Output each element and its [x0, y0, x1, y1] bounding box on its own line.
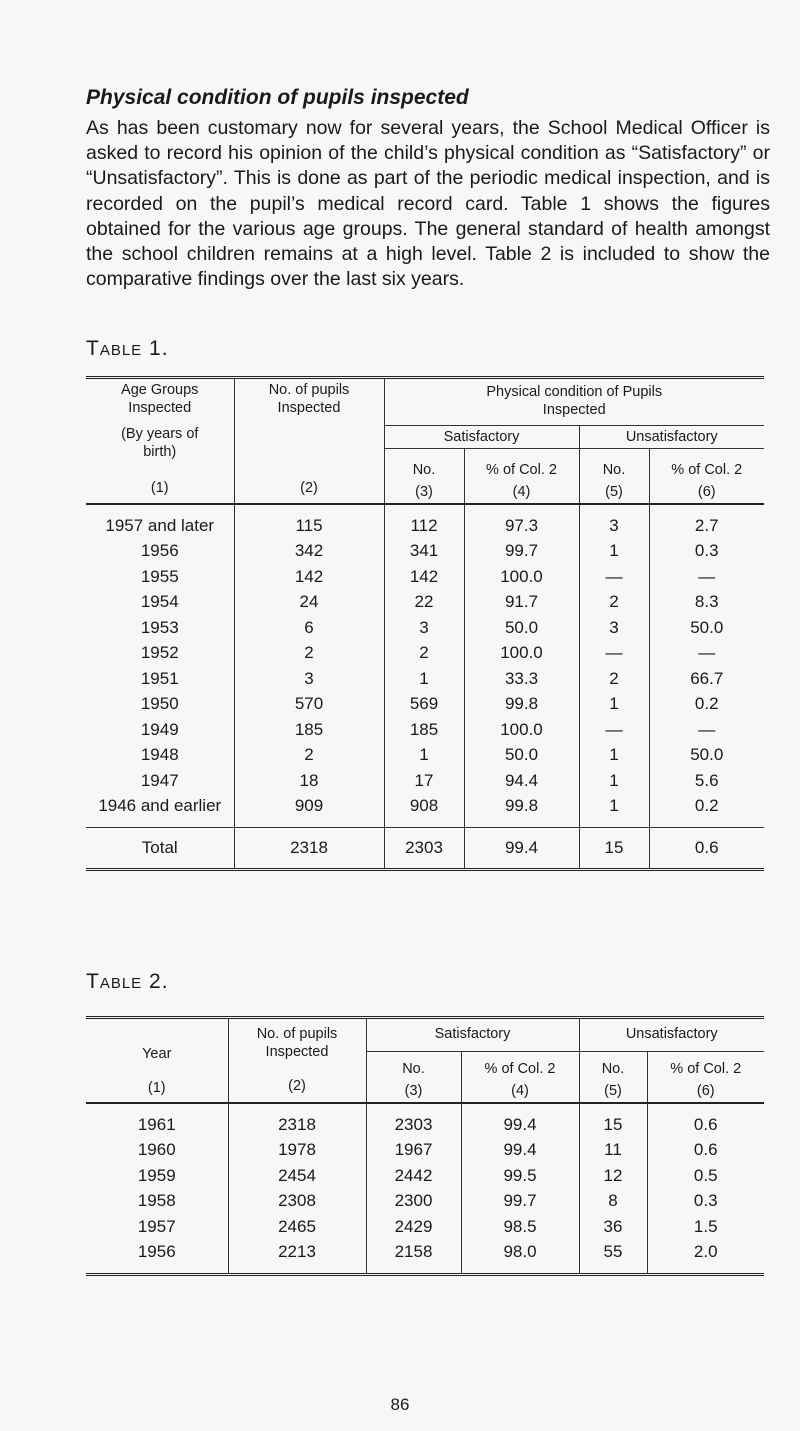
table-row — [86, 1163, 764, 1189]
t1-cell-sat-pct: 99.8 — [464, 794, 579, 820]
table-row — [86, 1240, 764, 1266]
t1-cell-sat-no: 3 — [384, 615, 464, 641]
t2-body — [86, 1103, 764, 1275]
t1-header-unsat-pct — [649, 449, 764, 505]
t1-header-unsat-no — [579, 449, 649, 505]
t1-header-physical: Physical condition of Pupils Inspected — [384, 378, 764, 426]
t2-cell-unsat-no: 11 — [579, 1138, 647, 1164]
t2-cell-sat-pct: 98.5 — [461, 1214, 579, 1240]
t2-header-col3: (3) — [404, 1083, 423, 1099]
table-row — [86, 666, 764, 692]
t1-total-label: Total — [86, 828, 234, 870]
t1-header-col2: (2) — [300, 480, 318, 496]
table2 — [86, 1016, 764, 1276]
t1-header-by-years: (By years of birth) — [121, 426, 199, 460]
table1 — [86, 376, 764, 871]
t1-cell-unsat-no: 2 — [579, 666, 649, 692]
t2-header-col5: (5) — [604, 1083, 622, 1099]
t1-header-age-groups — [86, 378, 234, 505]
t2-header-sat-no-label: No. — [402, 1061, 425, 1077]
t1-cell-sat-pct: 100.0 — [464, 564, 579, 590]
t1-cell-unsat-no: 1 — [579, 692, 649, 718]
t1-cell-year: 1951 — [140, 668, 179, 688]
t1-cell-sat-no: 142 — [384, 564, 464, 590]
t1-cell-year: 1950 — [140, 694, 179, 714]
t1-cell-year: 1956 — [140, 541, 179, 561]
t1-cell-pupils: 3 — [234, 666, 384, 692]
t1-cell-year: 1957 and later — [105, 515, 215, 535]
t2-header-satisfactory: Satisfactory — [366, 1018, 579, 1052]
t2-cell-pupils: 2454 — [228, 1163, 366, 1189]
table-row — [86, 1214, 764, 1240]
t2-cell-sat-pct: 98.0 — [461, 1240, 579, 1266]
t1-total-pupils: 2318 — [234, 828, 384, 870]
t1-cell-sat-no: 1 — [384, 743, 464, 769]
intro-paragraph: As has been customary now for several years, the School Medical Officer is asked to record his opinion of the child’s physical condition as “Satisfactory” or “Unsatisfactory”. This is done as part of the periodic medical inspection, and is recorded on the pupil’s medical record card. Table 1 shows the figures obtained for the various age groups. The general standard of health amongst the school children remains at a high level. Table 2 is included to show the comparative findings over the last six years. — [86, 117, 770, 291]
t1-header-sat-pct — [464, 449, 579, 505]
t2-cell-year: 1956 — [137, 1242, 176, 1262]
t1-header-pupils-label: No. of pupils Inspected — [268, 382, 350, 416]
t2-header-col2: (2) — [288, 1078, 306, 1094]
t1-cell-sat-no: 112 — [384, 513, 464, 539]
t2-cell-unsat-pct: 0.6 — [647, 1112, 764, 1138]
t2-header-col1: (1) — [147, 1080, 166, 1096]
t1-cell-pupils: 18 — [234, 768, 384, 794]
t1-cell-sat-no: 17 — [384, 768, 464, 794]
t2-cell-sat-pct: 99.5 — [461, 1163, 579, 1189]
t2-cell-year: 1957 — [137, 1216, 176, 1236]
t1-cell-sat-no: 341 — [384, 539, 464, 565]
t1-cell-pupils: 909 — [234, 794, 384, 820]
t2-cell-unsat-no: 55 — [579, 1240, 647, 1266]
t1-cell-unsat-pct: 2.7 — [649, 513, 764, 539]
t1-cell-pupils: 2 — [234, 743, 384, 769]
t2-header-year-label: Year — [142, 1046, 172, 1062]
t1-total-sat-no: 2303 — [384, 828, 464, 870]
t1-cell-unsat-pct: 0.3 — [649, 539, 764, 565]
t1-cell-unsat-no: 1 — [579, 768, 649, 794]
t1-cell-unsat-pct: 50.0 — [649, 743, 764, 769]
t2-header-unsat-no — [579, 1052, 647, 1104]
table2-caption: Table 2. — [86, 970, 169, 993]
t2-header-sat-pct — [461, 1052, 579, 1104]
t1-total-sat-pct: 99.4 — [464, 828, 579, 870]
t1-cell-pupils: 185 — [234, 717, 384, 743]
t2-cell-sat-no: 2442 — [366, 1163, 461, 1189]
t1-cell-unsat-no: 3 — [579, 615, 649, 641]
t1-cell-year: 1948 — [140, 745, 179, 765]
t1-cell-sat-no: 2 — [384, 641, 464, 667]
t2-cell-pupils: 1978 — [228, 1138, 366, 1164]
t1-total-unsat-no: 15 — [579, 828, 649, 870]
t1-cell-year: 1954 — [140, 592, 179, 612]
t2-cell-unsat-no: 15 — [579, 1112, 647, 1138]
t2-header-sat-no — [366, 1052, 461, 1104]
t1-header-pupils — [234, 378, 384, 505]
t2-header-col4: (4) — [511, 1083, 529, 1099]
table-row — [86, 590, 764, 616]
t1-cell-unsat-pct: 0.2 — [649, 692, 764, 718]
t2-cell-sat-no: 2158 — [366, 1240, 461, 1266]
t1-cell-unsat-pct: — — [649, 717, 764, 743]
t1-cell-unsat-pct: — — [649, 641, 764, 667]
t1-cell-pupils: 6 — [234, 615, 384, 641]
t1-cell-sat-pct: 99.7 — [464, 539, 579, 565]
table-row — [86, 539, 764, 565]
t2-cell-sat-pct: 99.4 — [461, 1112, 579, 1138]
t2-cell-unsat-pct: 2.0 — [647, 1240, 764, 1266]
t2-cell-sat-no: 1967 — [366, 1138, 461, 1164]
t2-header-col6: (6) — [696, 1083, 715, 1099]
t2-cell-unsat-pct: 1.5 — [647, 1214, 764, 1240]
t1-total-unsat-pct: 0.6 — [649, 828, 764, 870]
page-number: 86 — [390, 1395, 410, 1414]
table-total-row — [86, 828, 764, 870]
t2-cell-unsat-no: 12 — [579, 1163, 647, 1189]
t1-cell-sat-pct: 100.0 — [464, 717, 579, 743]
t1-header-sat-pct-label: % of Col. 2 — [486, 462, 557, 478]
t1-header-col4: (4) — [512, 484, 531, 500]
table-row — [86, 717, 764, 743]
t1-header-unsat-pct-label: % of Col. 2 — [671, 462, 743, 478]
t1-cell-year: 1953 — [140, 617, 179, 637]
t1-cell-year: 1952 — [140, 643, 179, 663]
t1-cell-year: 1947 — [140, 770, 179, 790]
t2-cell-year: 1961 — [137, 1114, 176, 1134]
t2-cell-pupils: 2318 — [228, 1112, 366, 1138]
t2-cell-unsat-no: 8 — [579, 1189, 647, 1215]
t1-cell-unsat-pct: 0.2 — [649, 794, 764, 820]
t2-cell-unsat-pct: 0.3 — [647, 1189, 764, 1215]
t1-header-col5: (5) — [605, 484, 623, 500]
table-row — [86, 743, 764, 769]
t1-cell-unsat-no: — — [579, 641, 649, 667]
t2-header-unsatisfactory: Unsatisfactory — [579, 1018, 764, 1052]
t1-cell-pupils: 115 — [234, 513, 384, 539]
t1-header-sat-no — [384, 449, 464, 505]
table-row — [86, 692, 764, 718]
t1-cell-year: 1946 and earlier — [98, 796, 222, 816]
t1-cell-unsat-no: 1 — [579, 743, 649, 769]
t2-header-year — [86, 1018, 228, 1104]
t1-cell-sat-pct: 50.0 — [464, 743, 579, 769]
table-row — [86, 513, 764, 539]
t1-cell-sat-no: 1 — [384, 666, 464, 692]
t1-cell-sat-pct: 33.3 — [464, 666, 579, 692]
table-row — [86, 1112, 764, 1138]
t1-cell-unsat-no: 1 — [579, 794, 649, 820]
t2-header-unsat-pct-label: % of Col. 2 — [670, 1061, 742, 1077]
t1-cell-sat-no: 569 — [384, 692, 464, 718]
t1-cell-sat-no: 22 — [384, 590, 464, 616]
t1-cell-pupils: 570 — [234, 692, 384, 718]
t2-header-pupils-label: No. of pupils Inspected — [256, 1026, 338, 1060]
t1-cell-sat-pct: 91.7 — [464, 590, 579, 616]
t1-cell-year: 1955 — [140, 566, 179, 586]
t1-header-unsat-no-label: No. — [602, 462, 626, 478]
t1-header-age-groups-label: Age Groups Inspected — [121, 382, 199, 416]
t1-cell-pupils: 2 — [234, 641, 384, 667]
t2-cell-pupils: 2465 — [228, 1214, 366, 1240]
t1-cell-unsat-pct: 66.7 — [649, 666, 764, 692]
t2-header-unsat-pct — [647, 1052, 764, 1104]
table-row — [86, 615, 764, 641]
t2-cell-unsat-no: 36 — [579, 1214, 647, 1240]
t1-cell-pupils: 342 — [234, 539, 384, 565]
table-row — [86, 768, 764, 794]
t2-cell-unsat-pct: 0.6 — [647, 1138, 764, 1164]
t1-cell-unsat-no: 3 — [579, 513, 649, 539]
t2-header-pupils — [228, 1018, 366, 1104]
t2-cell-pupils: 2308 — [228, 1189, 366, 1215]
t1-header-col3: (3) — [415, 484, 433, 500]
t2-header-unsat-no-label: No. — [601, 1061, 625, 1077]
t2-cell-sat-no: 2300 — [366, 1189, 461, 1215]
t1-body — [86, 504, 764, 870]
t1-cell-pupils: 142 — [234, 564, 384, 590]
t1-cell-sat-pct: 50.0 — [464, 615, 579, 641]
t1-cell-unsat-no: — — [579, 564, 649, 590]
t2-cell-sat-pct: 99.4 — [461, 1138, 579, 1164]
t1-cell-sat-pct: 100.0 — [464, 641, 579, 667]
t1-header-unsatisfactory: Unsatisfactory — [579, 426, 764, 449]
t1-header-satisfactory: Satisfactory — [384, 426, 579, 449]
t1-header-col6: (6) — [697, 484, 716, 500]
section-heading: Physical condition of pupils inspected — [86, 86, 469, 109]
table1-caption: Table 1. — [86, 337, 169, 360]
table-row — [86, 1138, 764, 1164]
t1-header-sat-no-label: No. — [412, 462, 436, 478]
t1-cell-sat-no: 185 — [384, 717, 464, 743]
table-row — [86, 564, 764, 590]
t1-cell-unsat-no: — — [579, 717, 649, 743]
t1-cell-unsat-no: 2 — [579, 590, 649, 616]
t2-cell-sat-pct: 99.7 — [461, 1189, 579, 1215]
t2-cell-year: 1960 — [137, 1140, 176, 1160]
t1-cell-sat-pct: 99.8 — [464, 692, 579, 718]
t2-header-sat-pct-label: % of Col. 2 — [484, 1061, 556, 1077]
t1-cell-unsat-pct: 5.6 — [649, 768, 764, 794]
t2-cell-year: 1959 — [137, 1165, 176, 1185]
t1-cell-unsat-no: 1 — [579, 539, 649, 565]
t2-cell-sat-no: 2303 — [366, 1112, 461, 1138]
t1-cell-unsat-pct: 8.3 — [649, 590, 764, 616]
table-row — [86, 794, 764, 820]
t2-cell-year: 1958 — [137, 1191, 176, 1211]
t2-cell-sat-no: 2429 — [366, 1214, 461, 1240]
t1-cell-unsat-pct: 50.0 — [649, 615, 764, 641]
t2-cell-unsat-pct: 0.5 — [647, 1163, 764, 1189]
t1-cell-sat-pct: 97.3 — [464, 513, 579, 539]
t2-cell-pupils: 2213 — [228, 1240, 366, 1266]
t1-cell-unsat-pct: — — [649, 564, 764, 590]
table-row — [86, 1189, 764, 1215]
table-row — [86, 641, 764, 667]
t1-cell-year: 1949 — [140, 719, 179, 739]
t1-cell-sat-pct: 94.4 — [464, 768, 579, 794]
t1-header-col1: (1) — [150, 480, 169, 496]
t1-cell-pupils: 24 — [234, 590, 384, 616]
t1-cell-sat-no: 908 — [384, 794, 464, 820]
